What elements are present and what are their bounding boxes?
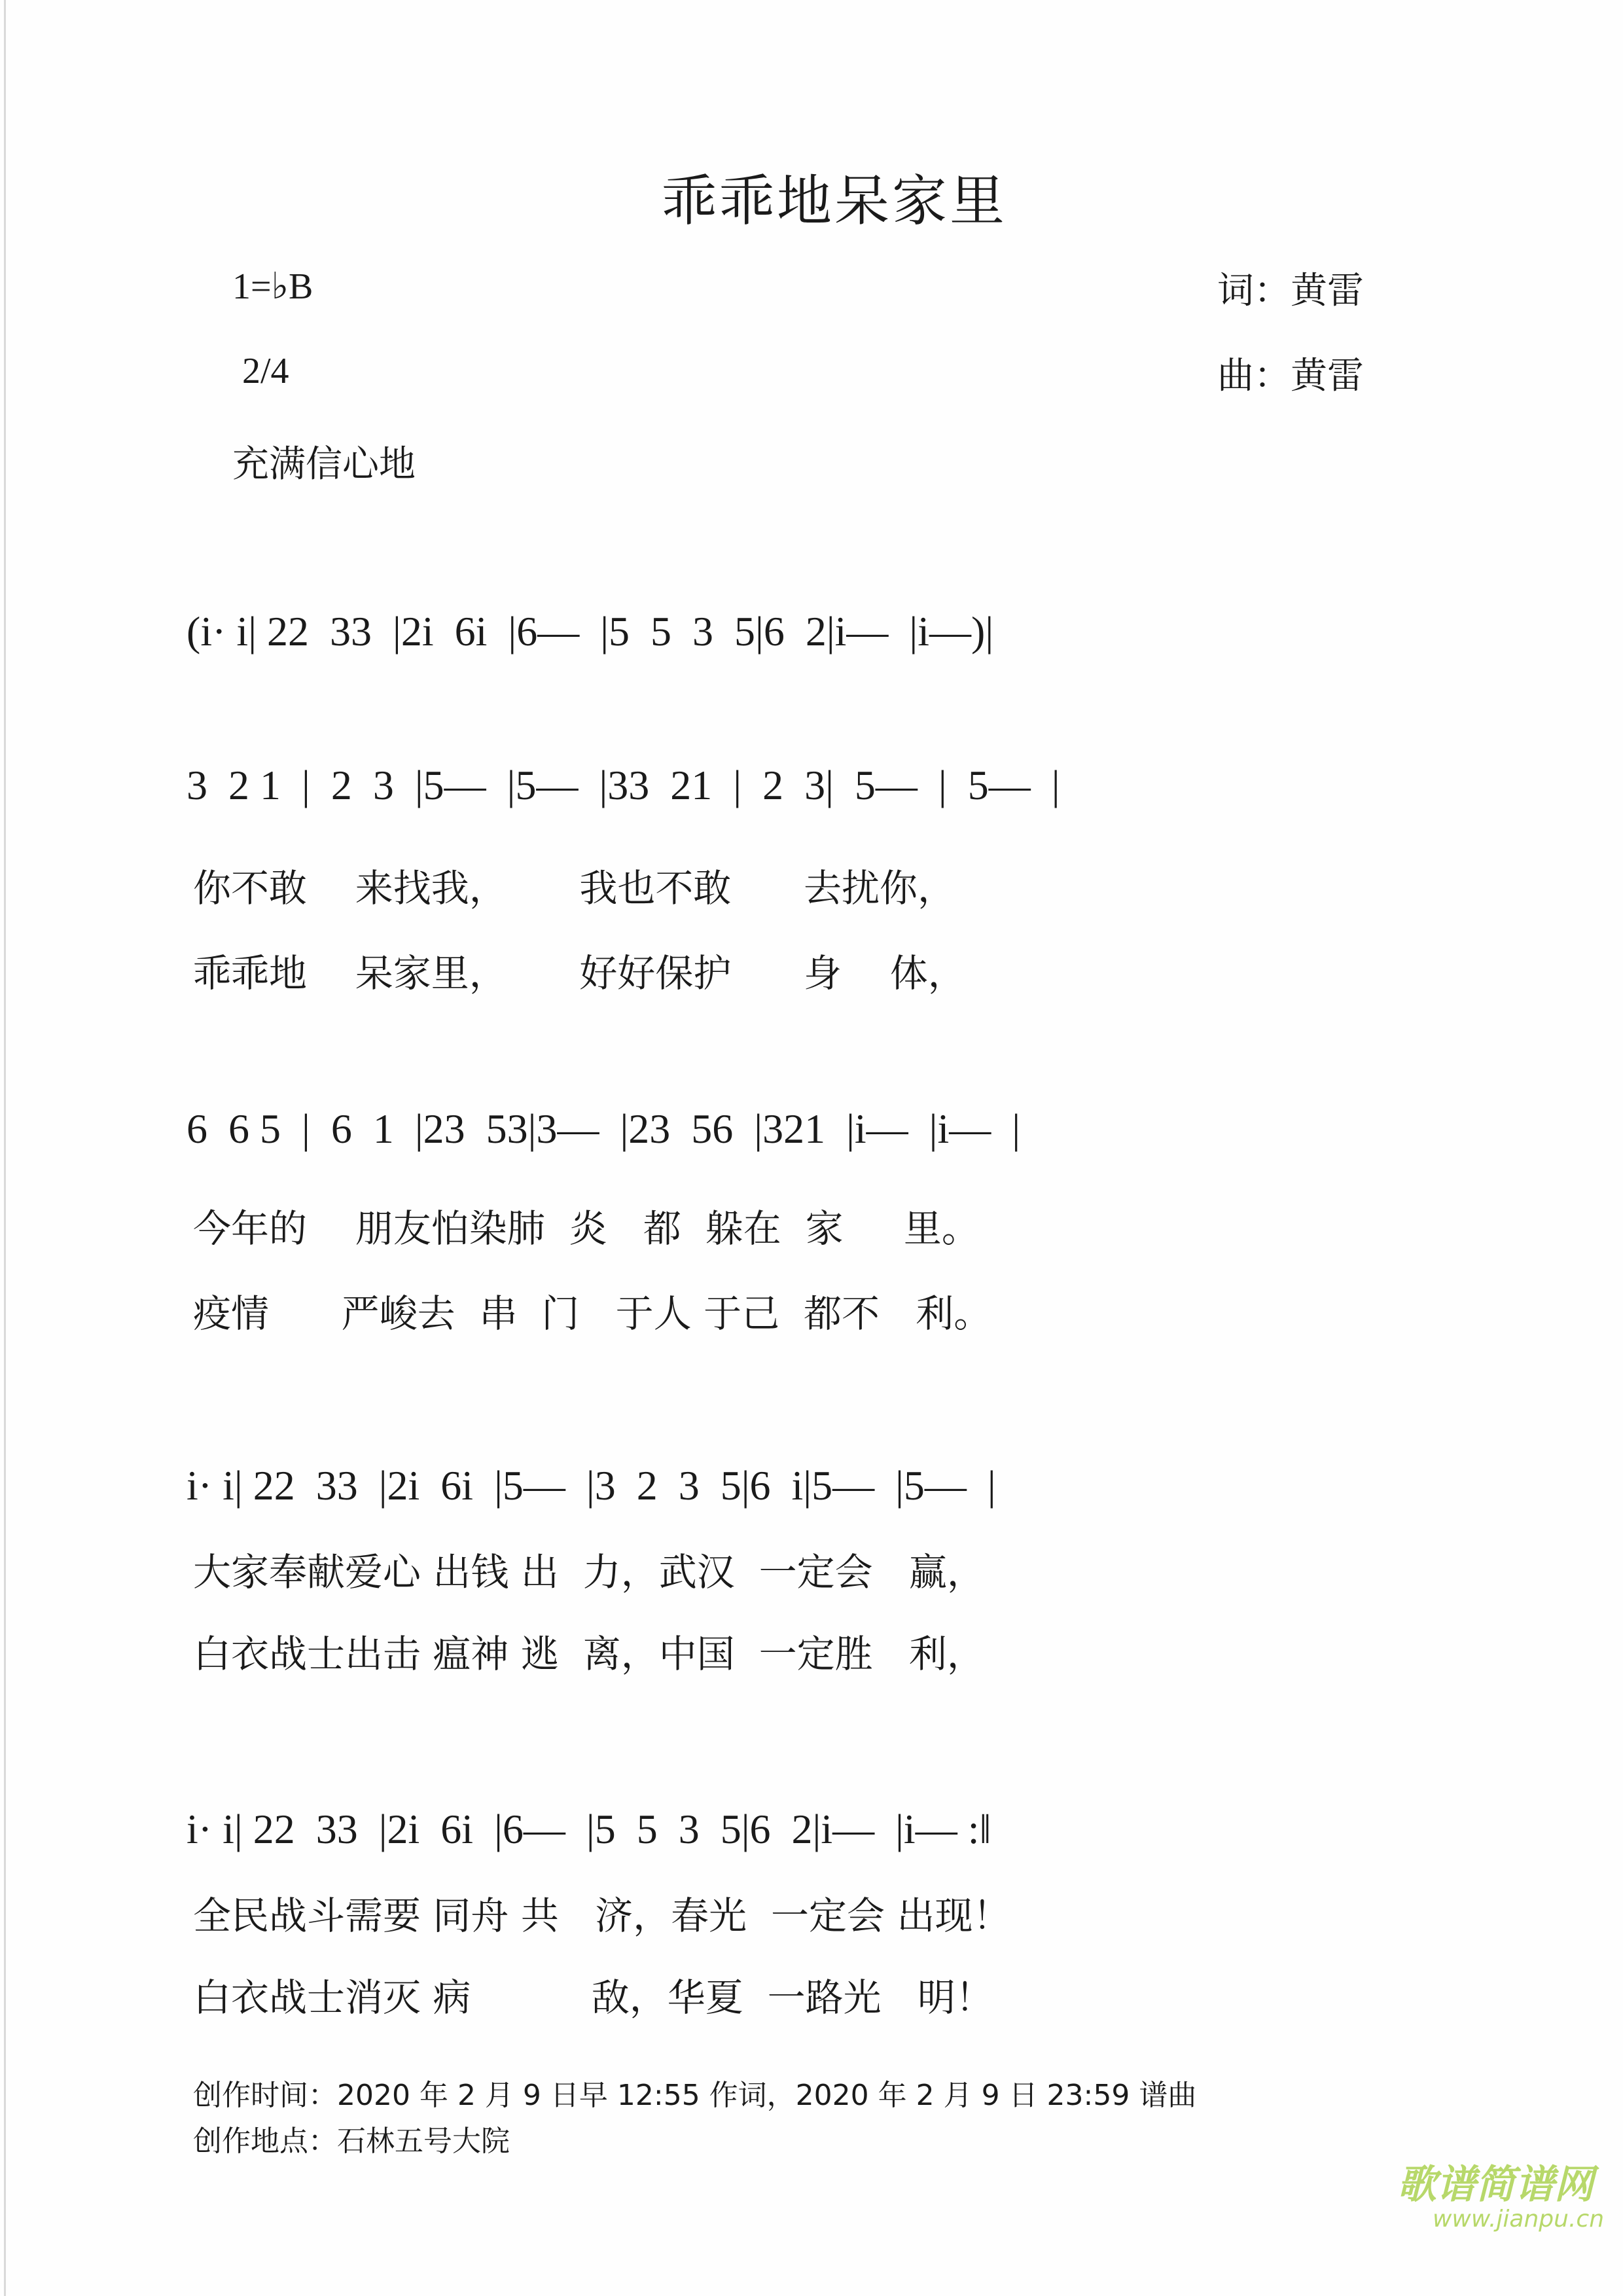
time-signature: 2/4 — [242, 351, 289, 391]
lyric-line-4-verse-2: 白衣战士出击 瘟神 逃 离，中国 一定胜 利， — [193, 1632, 985, 1676]
composition-time: 创作时间：2020 年 2 月 9 日早 12:55 作词，2020 年 2 月 9 日 23:59 谱曲 — [193, 2079, 1197, 2112]
lyricist: 词：黄雷 — [1217, 270, 1364, 312]
page-edge — [4, 0, 6, 2296]
key-signature: 1=♭B — [232, 266, 313, 307]
lyric-line-2-verse-2: 乖乖地 呆家里， 好好保护 身 体， — [193, 951, 966, 996]
lyric-line-4-verse-1: 大家奉献爱心 出钱 出 力，武汉 一定会 赢， — [193, 1550, 985, 1594]
composer: 曲：黄雷 — [1217, 355, 1364, 397]
notation-line-intro: (i· i| 22 33 |2i 6i |6— |5 5 3 5|6 2|i— |i—)| — [187, 608, 994, 655]
site-watermark: 歌谱简谱网 — [1397, 2162, 1594, 2208]
notation-line-5: i· i| 22 33 |2i 6i |6— |5 5 3 5|6 2|i— |i— :‖ — [187, 1806, 991, 1852]
lyric-line-3-verse-1: 今年的 朋友怕染肺 炎 都 躲在 家 里。 — [193, 1206, 980, 1251]
notation-line-2: 3 2 1 | 2 3 |5— |5— |33 21 | 2 3| 5— | 5— | — [187, 762, 1060, 808]
notation-line-4: i· i| 22 33 |2i 6i |5— |3 2 3 5|6 i|5— |5— | — [187, 1462, 996, 1509]
song-title: 乖乖地呆家里 — [661, 169, 1007, 233]
lyric-line-3-verse-2: 疫情 严峻去 串 门 于人 于己 都不 利。 — [193, 1291, 992, 1336]
expression-marking: 充满信心地 — [232, 443, 416, 486]
lyric-line-2-verse-1: 你不敢 来找我， 我也不敢 去扰你， — [193, 866, 955, 910]
composition-place: 创作地点：石林五号大院 — [193, 2125, 510, 2158]
site-watermark-url: www.jianpu.cn — [1432, 2206, 1605, 2233]
lyric-line-5-verse-2: 白衣战士消灭 病 敌，华夏 一路光 明！ — [193, 1975, 993, 2020]
lyric-line-5-verse-1: 全民战斗需要 同舟 共 济，春光 一定会 出现！ — [193, 1893, 1011, 1938]
notation-line-3: 6 6 5 | 6 1 |23 53|3— |23 56 |321 |i— |i— | — [187, 1105, 1021, 1152]
